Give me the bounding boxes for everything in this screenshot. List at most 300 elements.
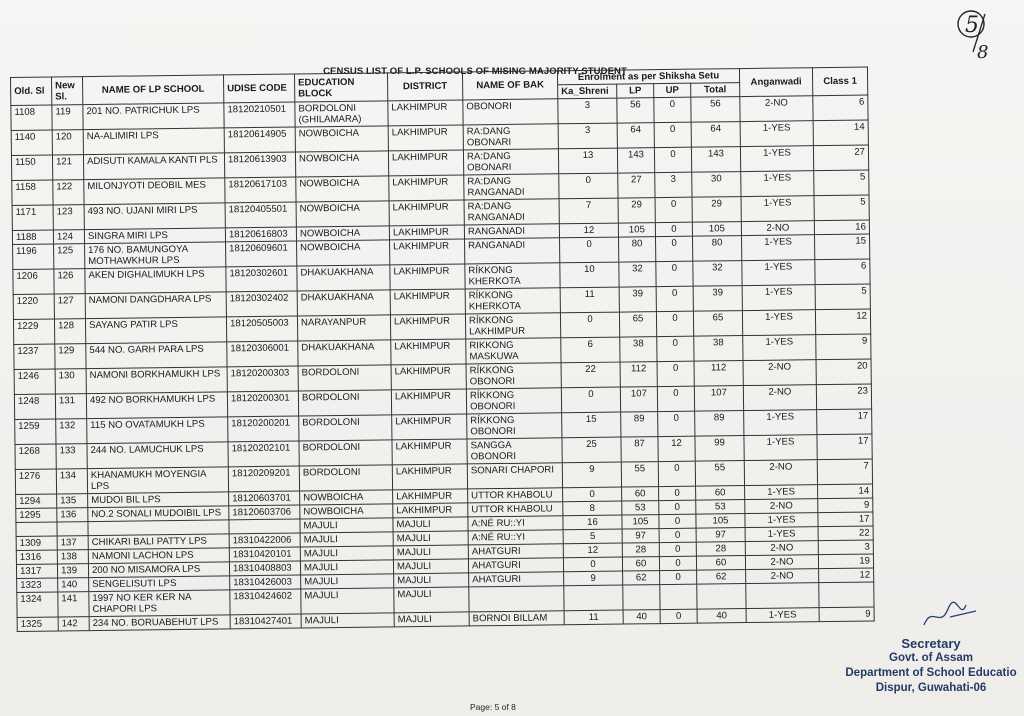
cell-new-sl: 140	[58, 578, 89, 592]
cell-ka-shreni: 0	[563, 487, 622, 502]
cell-new-sl: 119	[52, 105, 83, 130]
cell-old-sl: 1268	[15, 444, 56, 469]
cell-anganwadi: 1-YES	[741, 196, 814, 222]
cell-up: 0	[658, 411, 695, 436]
cell-up: 0	[659, 500, 696, 514]
cell-total: 64	[691, 122, 740, 148]
cell-up: 0	[659, 556, 696, 570]
cell-bak-name: UTTOR KHABOLU	[468, 502, 563, 517]
cell-ka-shreni: 9	[564, 571, 623, 586]
cell-ka-shreni: 11	[560, 287, 619, 313]
cell-lp: 60	[622, 557, 659, 571]
cell-school-name: SINGRA MIRI LPS	[84, 228, 225, 244]
cell-new-sl: 133	[56, 444, 87, 469]
cell-udise-code: 18310422006	[229, 533, 300, 548]
cell-ka-shreni: 9	[562, 462, 621, 488]
cell-up: 0	[655, 222, 692, 236]
cell-class1: 17	[817, 409, 872, 435]
cell-up: 0	[659, 514, 696, 528]
cell-education-block: NOWBOICHA	[297, 240, 390, 266]
cell-anganwadi: 1-YES	[743, 335, 816, 361]
cell-lp: 65	[619, 312, 656, 337]
cell-ka-shreni: 11	[564, 610, 623, 625]
cell-class1: 5	[815, 284, 870, 310]
cell-education-block: NOWBOICHA	[295, 126, 388, 152]
cell-lp: 56	[617, 98, 654, 123]
cell-district: LAKHIMPUR	[390, 239, 465, 265]
cell-total: 97	[696, 528, 745, 543]
cell-new-sl	[57, 522, 88, 536]
cell-new-sl: 128	[54, 319, 85, 344]
cell-bak-name	[469, 586, 564, 612]
cell-total: 107	[694, 386, 743, 412]
cell-district: MAJULI	[393, 545, 468, 560]
col-ka-shreni: Ka_Shreni	[558, 84, 617, 99]
cell-class1: 20	[816, 359, 871, 385]
col-school-name: NAME OF LP SCHOOL	[83, 75, 224, 105]
cell-old-sl: 1140	[11, 130, 52, 155]
cell-bak-name: A:NÉ RU::YI	[468, 516, 563, 531]
cell-udise-code: 18310420101	[229, 547, 300, 562]
cell-udise-code: 18120200303	[227, 366, 298, 392]
cell-school-name: 1997 NO KER KER NA CHAPORI LPS	[89, 590, 230, 617]
cell-up: 0	[656, 311, 693, 336]
col-education-block: EDUCATION BLOCK	[294, 73, 387, 102]
cell-bak-name: RA:DANG RANGANADI	[464, 199, 559, 225]
cell-anganwadi: 1-YES	[745, 513, 818, 528]
cell-total: 80	[692, 236, 741, 262]
cell-education-block: NOWBOICHA	[296, 226, 389, 241]
cell-new-sl: 129	[55, 344, 86, 369]
cell-school-name: 176 NO. BAMUNGOYA MOTHAWKHUR LPS	[85, 242, 226, 269]
handwritten-page-mark	[955, 6, 995, 62]
cell-udise-code: 18310408803	[229, 561, 300, 576]
cell-old-sl: 1150	[11, 155, 52, 180]
cell-lp: 53	[622, 501, 659, 515]
cell-old-sl: 1324	[17, 592, 58, 617]
cell-anganwadi: 1-YES	[744, 435, 817, 461]
cell-lp: 55	[621, 462, 658, 487]
cell-udise-code: 18120614905	[224, 127, 295, 153]
signature-title: Secretary	[901, 636, 961, 651]
col-bak-name: NAME OF BAK	[462, 71, 557, 100]
cell-ka-shreni: 12	[563, 543, 622, 558]
cell-udise-code: 18120609601	[226, 241, 297, 267]
cell-up: 0	[658, 461, 695, 486]
cell-old-sl: 1237	[14, 344, 55, 369]
cell-education-block: MAJULI	[301, 588, 394, 614]
cell-lp: 60	[622, 487, 659, 501]
cell-school-name: 115 NO OVATAMUKH LPS	[87, 417, 228, 444]
cell-udise-code: 18120405501	[225, 202, 296, 228]
cell-bak-name: RÍKKONG OBONORI	[467, 413, 562, 439]
cell-bak-name: RA:DANG OBONARI	[463, 124, 558, 150]
cell-district: LAKHIMPUR	[392, 464, 467, 490]
cell-education-block: MAJULI	[300, 532, 393, 547]
cell-total: 55	[695, 461, 744, 487]
cell-anganwadi: 1-YES	[746, 608, 819, 623]
cell-district: MAJULI	[393, 559, 468, 574]
cell-total: 143	[691, 147, 740, 173]
cell-total: 62	[697, 570, 746, 585]
cell-old-sl: 1276	[15, 469, 56, 494]
cell-ka-shreni: 12	[559, 223, 618, 238]
cell-district: LAKHIMPUR	[392, 439, 467, 465]
cell-district: LAKHIMPUR	[388, 150, 463, 176]
cell-old-sl: 1317	[16, 564, 57, 578]
cell-udise-code: 18120302402	[226, 291, 297, 317]
cell-new-sl: 137	[57, 536, 88, 550]
cell-lp: 40	[623, 610, 660, 624]
cell-old-sl: 1316	[16, 550, 57, 564]
col-anganwadi: Anganwadi	[739, 68, 812, 97]
cell-udise-code: 18120613903	[224, 152, 295, 178]
cell-lp: 28	[622, 543, 659, 557]
cell-ka-shreni: 15	[562, 412, 621, 438]
cell-udise-code: 18120603706	[229, 505, 300, 520]
cell-new-sl: 132	[56, 419, 87, 444]
cell-udise-code: 18120200301	[227, 391, 298, 417]
cell-total: 105	[696, 514, 745, 529]
cell-total: 60	[696, 556, 745, 571]
cell-class1: 7	[817, 459, 872, 485]
document-title: CENSUS LIST OF L.P. SCHOOLS OF MISING MAJORITY STUDENT	[323, 66, 627, 77]
cell-up: 12	[658, 436, 695, 461]
cell-up: 3	[655, 172, 692, 197]
census-table	[10, 67, 875, 632]
cell-class1: 9	[818, 498, 873, 513]
cell-district: LAKHIMPUR	[393, 489, 468, 504]
cell-school-name: CHIKARI BALI PATTY LPS	[88, 534, 229, 550]
cell-up: 0	[659, 528, 696, 542]
cell-ka-shreni: 0	[563, 557, 622, 572]
cell-bak-name: RÍKKONG KHERKOTA	[465, 288, 560, 314]
cell-district: LAKHIMPUR	[393, 503, 468, 518]
cell-up: 0	[657, 361, 694, 386]
cell-up	[660, 584, 697, 609]
cell-anganwadi: 1-YES	[741, 235, 814, 261]
page-footer: Page: 5 of 8	[470, 702, 516, 712]
cell-total: 65	[693, 311, 742, 337]
cell-bak-name: RANGANADI	[464, 224, 559, 239]
cell-ka-shreni: 7	[559, 198, 618, 224]
cell-bak-name: AHATGURI	[468, 544, 563, 559]
cell-bak-name: RA:DANG OBONARI	[463, 149, 558, 175]
cell-anganwadi: 1-YES	[742, 310, 815, 336]
cell-class1: 15	[814, 234, 869, 260]
cell-anganwadi: 1-YES	[740, 146, 813, 172]
cell-district: LAKHIMPUR	[390, 289, 465, 315]
cell-ka-shreni: 3	[558, 123, 617, 149]
cell-up: 0	[656, 286, 693, 311]
cell-new-sl: 125	[54, 244, 85, 269]
cell-education-block: MAJULI	[301, 613, 394, 628]
cell-school-name: KHANAMUKH MOYENGIA LPS	[87, 467, 228, 494]
cell-education-block: DHAKUAKHANA	[297, 290, 390, 316]
cell-udise-code: 18120505003	[226, 316, 297, 342]
cell-district: MAJULI	[394, 612, 469, 627]
cell-up: 0	[657, 336, 694, 361]
cell-udise-code: 18310424602	[230, 589, 301, 615]
cell-class1: 22	[818, 526, 873, 541]
cell-old-sl: 1220	[13, 294, 54, 319]
cell-district: MAJULI	[394, 587, 469, 613]
cell-ka-shreni: 25	[562, 437, 621, 463]
cell-anganwadi: 2-NO	[745, 555, 818, 570]
col-old-sl: Old. Sl	[11, 77, 52, 105]
cell-district: LAKHIMPUR	[390, 264, 465, 290]
cell-district: LAKHIMPUR	[389, 175, 464, 201]
cell-education-block: DHAKUAKHANA	[297, 265, 390, 291]
cell-udise-code: 18120202101	[228, 441, 299, 467]
cell-total: 29	[692, 197, 741, 223]
cell-school-name: NAMONI LACHON LPS	[88, 548, 229, 564]
cell-education-block: MAJULI	[301, 574, 394, 589]
cell-new-sl: 124	[53, 230, 84, 244]
cell-school-name: NAMONI BORKHAMUKH LPS	[86, 367, 227, 394]
cell-ka-shreni: 6	[561, 337, 620, 363]
cell-school-name: 493 NO. UJANI MIRI LPS	[84, 203, 225, 230]
cell-school-name: NO.2 SONALI MUDOIBIL LPS	[88, 506, 229, 522]
cell-bak-name: RÍKKONG KHERKOTA	[465, 263, 560, 289]
cell-anganwadi: 1-YES	[745, 527, 818, 542]
cell-udise-code: 18310427401	[230, 614, 301, 629]
cell-bak-name: RÍKKONG OBONORI	[466, 363, 561, 389]
cell-new-sl: 135	[57, 494, 88, 508]
cell-district: MAJULI	[393, 531, 468, 546]
cell-new-sl: 136	[57, 508, 88, 522]
cell-old-sl: 1248	[14, 394, 55, 419]
cell-education-block: BORDOLONI	[298, 365, 391, 391]
cell-school-name: 492 NO BORKHAMUKH LPS	[86, 392, 227, 419]
cell-anganwadi: 2-NO	[740, 96, 813, 122]
cell-anganwadi: 2-NO	[746, 569, 819, 584]
cell-new-sl: 122	[53, 180, 84, 205]
cell-udise-code: 18120603701	[229, 491, 300, 506]
cell-district: LAKHIMPUR	[390, 314, 465, 340]
cell-bak-name: A:NÉ RU::YI	[468, 530, 563, 545]
cell-school-name: MILONJYOTI DEOBIL MES	[84, 178, 225, 205]
cell-lp: 32	[619, 262, 656, 287]
cell-ka-shreni: 8	[563, 501, 622, 516]
cell-class1: 27	[813, 145, 868, 171]
cell-up: 0	[655, 197, 692, 222]
cell-total: 60	[696, 486, 745, 501]
cell-bak-name: OBONORI	[463, 99, 558, 125]
cell-new-sl: 142	[58, 617, 89, 631]
cell-ka-shreni: 3	[558, 98, 617, 124]
cell-udise-code: 18120616803	[225, 227, 296, 242]
cell-class1	[819, 582, 874, 608]
cell-old-sl: 1206	[13, 269, 54, 294]
cell-total: 39	[693, 286, 742, 312]
cell-school-name: 201 NO. PATRICHUK LPS	[83, 103, 224, 130]
cell-class1: 3	[818, 540, 873, 555]
cell-education-block: NOWBOICHA	[295, 151, 388, 177]
cell-anganwadi: 1-YES	[740, 121, 813, 147]
signature-address: Dispur, Guwahati-06	[875, 682, 987, 694]
cell-bak-name: RANGANADI	[465, 238, 560, 264]
cell-old-sl: 1188	[12, 230, 53, 244]
cell-district: LAKHIMPUR	[388, 125, 463, 151]
cell-anganwadi: 1-YES	[744, 410, 817, 436]
cell-new-sl: 127	[54, 294, 85, 319]
cell-ka-shreni: 0	[561, 387, 620, 413]
cell-class1: 14	[818, 484, 873, 499]
cell-up: 0	[660, 609, 697, 623]
cell-lp: 112	[620, 362, 657, 387]
cell-education-block: BORDOLONI	[298, 390, 391, 416]
cell-class1: 5	[814, 170, 869, 196]
cell-anganwadi: 2-NO	[741, 221, 814, 236]
cell-lp	[623, 585, 660, 610]
cell-district: MAJULI	[393, 517, 468, 532]
cell-lp: 87	[621, 437, 658, 462]
cell-school-name: NA-ALIMIRI LPS	[83, 128, 224, 155]
col-lp: LP	[617, 84, 654, 98]
col-total: Total	[691, 83, 740, 98]
cell-new-sl: 131	[55, 394, 86, 419]
cell-class1: 6	[813, 95, 868, 121]
cell-lp: 80	[619, 237, 656, 262]
cell-anganwadi: 1-YES	[742, 260, 815, 286]
cell-old-sl: 1309	[16, 536, 57, 550]
cell-ka-shreni: 0	[560, 237, 619, 263]
cell-old-sl: 1246	[14, 369, 55, 394]
cell-class1: 14	[813, 120, 868, 146]
cell-up: 0	[659, 542, 696, 556]
cell-lp: 105	[622, 515, 659, 529]
cell-lp: 107	[620, 387, 657, 412]
cell-total: 89	[695, 411, 744, 437]
cell-lp: 64	[617, 123, 654, 148]
cell-education-block: NARAYANPUR	[297, 315, 390, 341]
cell-bak-name: UTTOR KHABOLU	[468, 488, 563, 503]
cell-class1: 23	[816, 384, 871, 410]
cell-bak-name: SANGGA OBONORI	[467, 438, 562, 464]
signature-scribble	[920, 595, 980, 635]
cell-education-block: DHAKUAKHANA	[298, 340, 391, 366]
cell-school-name: SAYANG PATIR LPS	[85, 317, 226, 344]
cell-school-name: MUDOI BIL LPS	[88, 492, 229, 508]
cell-education-block: BORDOLONI	[299, 415, 392, 441]
cell-education-block: NOWBOICHA	[300, 504, 393, 519]
cell-anganwadi: 2-NO	[745, 499, 818, 514]
cell-anganwadi: 1-YES	[741, 171, 814, 197]
cell-up: 0	[660, 570, 697, 584]
cell-old-sl: 1323	[17, 578, 58, 592]
cell-bak-name: RA:DANG RANGANADI	[464, 174, 559, 200]
cell-school-name: 200 NO MISAMORA LPS	[88, 562, 229, 578]
cell-ka-shreni: 22	[561, 362, 620, 388]
cell-lp: 27	[618, 173, 655, 198]
cell-ka-shreni: 10	[560, 262, 619, 288]
cell-lp: 29	[618, 198, 655, 223]
cell-bak-name: RÍKKONG LAKHIMPUR	[465, 313, 560, 339]
cell-school-name: SENGELISUTI LPS	[89, 576, 230, 592]
cell-old-sl: 1158	[12, 180, 53, 205]
cell-up: 0	[657, 386, 694, 411]
cell-district: LAKHIMPUR	[392, 414, 467, 440]
cell-lp: 143	[617, 148, 654, 173]
cell-lp: 97	[622, 529, 659, 543]
cell-class1: 12	[819, 568, 874, 583]
cell-district: MAJULI	[394, 573, 469, 588]
cell-school-name: NAMONI DANGDHARA LPS	[85, 292, 226, 319]
cell-total: 56	[691, 97, 740, 123]
cell-udise-code	[229, 519, 300, 534]
cell-class1: 6	[815, 259, 870, 285]
cell-old-sl: 1259	[15, 419, 56, 444]
cell-class1: 17	[817, 434, 872, 460]
cell-total: 38	[694, 336, 743, 362]
cell-bak-name: SONARI CHAPORI	[467, 463, 562, 489]
cell-anganwadi: 2-NO	[743, 360, 816, 386]
cell-bak-name: BORNOI BILLAM	[469, 611, 564, 626]
cell-new-sl: 138	[57, 550, 88, 564]
cell-old-sl	[16, 522, 57, 536]
signature-department: Department of School Educatio	[845, 667, 1017, 679]
cell-education-block: NOWBOICHA	[296, 201, 389, 227]
cell-district: LAKHIMPUR	[388, 100, 463, 126]
col-up: UP	[654, 83, 691, 97]
cell-udise-code: 18120210501	[224, 102, 295, 128]
cell-up: 0	[656, 261, 693, 286]
cell-class1: 17	[818, 512, 873, 527]
cell-total: 53	[696, 500, 745, 515]
cell-ka-shreni	[564, 585, 623, 611]
cell-class1: 5	[814, 195, 869, 221]
cell-anganwadi: 1-YES	[745, 485, 818, 500]
cell-district: LAKHIMPUR	[389, 225, 464, 240]
cell-old-sl: 1108	[11, 105, 52, 130]
cell-education-block: BORDOLONI (GHILAMARA)	[295, 101, 388, 127]
cell-total: 99	[695, 436, 744, 462]
cell-district: LAKHIMPUR	[389, 200, 464, 226]
cell-education-block: BORDOLONI	[299, 440, 392, 466]
cell-education-block: NOWBOICHA	[296, 176, 389, 202]
cell-new-sl: 120	[52, 130, 83, 155]
cell-school-name: 544 NO. GARH PARA LPS	[86, 342, 227, 369]
cell-bak-name: RIKKONG MASKUWA	[466, 338, 561, 364]
cell-total: 32	[693, 261, 742, 287]
cell-school-name: 244 NO. LAMUCHUK LPS	[87, 442, 228, 469]
cell-udise-code: 18120200201	[228, 416, 299, 442]
cell-anganwadi: 2-NO	[743, 385, 816, 411]
cell-old-sl: 1325	[17, 617, 58, 631]
cell-total: 40	[697, 609, 746, 624]
cell-education-block: MAJULI	[300, 518, 393, 533]
cell-udise-code: 18120209201	[228, 466, 299, 492]
svg-text:8: 8	[977, 42, 989, 62]
cell-education-block: BORDOLONI	[299, 465, 392, 491]
cell-new-sl: 123	[53, 205, 84, 230]
cell-up: 0	[659, 486, 696, 500]
cell-class1: 9	[819, 607, 874, 622]
cell-ka-shreni: 0	[560, 312, 619, 338]
cell-lp: 89	[621, 412, 658, 437]
cell-anganwadi	[746, 583, 819, 609]
cell-old-sl: 1196	[13, 244, 54, 269]
cell-total	[697, 584, 746, 610]
cell-lp: 62	[623, 571, 660, 585]
cell-bak-name: AHATGURI	[469, 572, 564, 587]
cell-anganwadi: 2-NO	[745, 541, 818, 556]
col-enrolment-group: Enrolment as per Shiksha Setu	[557, 69, 739, 85]
cell-class1: 9	[816, 334, 871, 360]
cell-new-sl: 126	[54, 269, 85, 294]
col-udise-code: UDISE CODE	[223, 74, 294, 103]
